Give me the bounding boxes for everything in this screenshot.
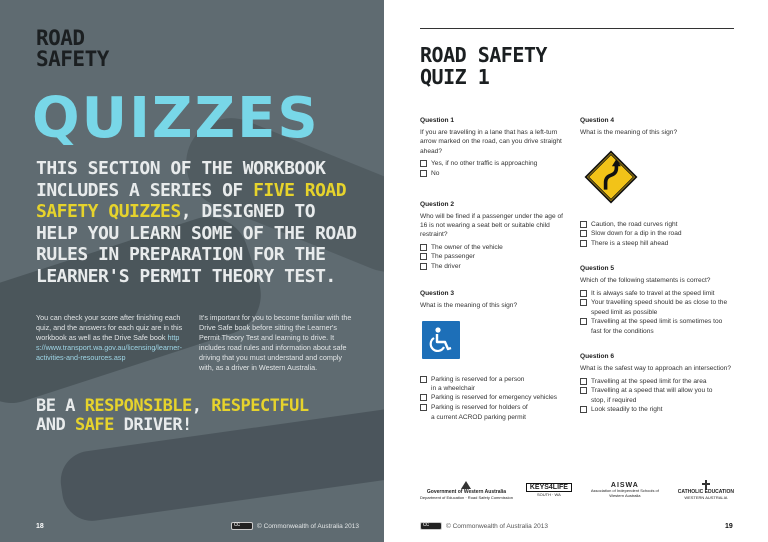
question-3	[420, 289, 570, 422]
question-5	[580, 264, 738, 336]
top-rule	[420, 28, 734, 29]
option-label: It is always safe to travel at the speed limit	[591, 289, 715, 297]
creative-commons-icon	[231, 522, 253, 530]
answer-option[interactable]	[580, 298, 738, 307]
checkbox[interactable]	[580, 406, 587, 413]
question-heading: Question 6	[580, 353, 615, 361]
logo-subtitle: Association of Independent Schools of Western Australia	[590, 487, 659, 498]
quiz-title-line: QUIZ 1	[420, 65, 490, 89]
checkbox[interactable]	[580, 299, 587, 306]
checkbox[interactable]	[420, 404, 427, 411]
slogan-highlight: SAFE	[74, 415, 114, 435]
checkbox[interactable]	[580, 318, 587, 325]
wa-government-logo	[420, 480, 513, 500]
answer-option[interactable]	[580, 289, 738, 298]
intro-text: , DESIGNED TO HELP YOU LEARN SOME OF THE ROAD RULES IN PREPARATION FOR THE LEARNER'S PERMIT THEORY TEST.	[36, 201, 357, 287]
question-text: What is the safest way to approach an intersection?	[580, 365, 732, 373]
checkbox[interactable]	[580, 387, 587, 394]
answer-option[interactable]	[420, 375, 570, 384]
aiswa-logo	[585, 483, 665, 498]
option-label-continued: in a wheelchair	[431, 385, 475, 393]
option-label: Look steadily to the right	[591, 406, 663, 414]
answer-option[interactable]	[420, 243, 570, 252]
catholic-education-logo	[678, 480, 734, 500]
intro-text: THIS SECTION OF THE WORKBOOK INCLUDES A SERIES OF	[36, 158, 326, 201]
option-label-continued: stop, if required	[591, 396, 637, 404]
option-label: Yes, if no other traffic is approaching	[431, 159, 538, 167]
checkbox[interactable]	[580, 378, 587, 385]
answer-option[interactable]	[580, 317, 738, 326]
closing-slogan	[36, 397, 366, 435]
option-label: Parking is reserved for holders of	[431, 404, 528, 412]
checkbox[interactable]	[420, 160, 427, 167]
question-2	[420, 200, 570, 271]
quiz-title	[420, 44, 580, 88]
answer-option[interactable]	[420, 159, 570, 168]
checkbox[interactable]	[420, 244, 427, 251]
answer-option[interactable]	[420, 393, 570, 402]
slogan-highlight: RESPONSIBLE	[84, 396, 192, 416]
questions-column-right	[580, 116, 738, 415]
question-text: Which of the following statements is correct?	[580, 277, 711, 285]
page-number-right: 19	[725, 523, 733, 530]
question-text: If you are travelling in a lane that has a left-turn arrow marked on the road, can you drive straight ahead?	[420, 129, 562, 155]
option-label-continued: fast for the conditions	[591, 327, 654, 335]
option-label: There is a steep hill ahead	[591, 240, 669, 248]
logo-name: AISWA	[610, 481, 639, 489]
left-title-line: ROAD	[36, 26, 85, 50]
copyright-right	[420, 522, 548, 530]
checkbox[interactable]	[420, 253, 427, 260]
option-label: The passenger	[431, 253, 475, 261]
keys4life-logo	[526, 483, 572, 497]
question-heading: Question 1	[420, 117, 455, 124]
slogan-highlight: RESPECTFUL	[211, 396, 309, 416]
answer-option[interactable]	[580, 239, 738, 248]
logo-name: CATHOLIC EDUCATION	[677, 489, 734, 495]
left-title	[36, 28, 156, 70]
option-label: Your travelling speed should be as close to the	[591, 299, 728, 307]
checkbox[interactable]	[420, 394, 427, 401]
logo-subtitle: WESTERN AUSTRALIA	[684, 495, 728, 500]
wheelchair-icon	[428, 326, 454, 354]
checkbox[interactable]	[580, 221, 587, 228]
checkbox[interactable]	[420, 263, 427, 270]
checkbox[interactable]	[420, 376, 427, 383]
creative-commons-icon	[420, 522, 442, 530]
info-column-2: It's important for you to become familiar with the Drive Safe book before sitting the Learner's Permit Theory Test and learning to drive. It includes road rules and information about safe driving that you must understand and comply with, as a driver in Western Australia.	[199, 313, 352, 372]
option-label: Caution, the road curves right	[591, 220, 678, 228]
copyright-text: © Commonwealth of Australia 2013	[446, 522, 548, 530]
slogan-text: AND	[36, 415, 75, 435]
info-column-1	[36, 313, 186, 363]
checkbox[interactable]	[420, 170, 427, 177]
answer-option[interactable]	[420, 403, 570, 412]
logo-name: Government of Western Australia	[426, 489, 507, 495]
option-label: Slow down for a dip in the road	[591, 230, 682, 238]
answer-option[interactable]	[580, 386, 738, 395]
option-label: The owner of the vehicle	[431, 243, 503, 251]
option-label: Parking is reserved for a person	[431, 375, 525, 383]
logo-name: KEYS4LIFE	[526, 483, 572, 492]
option-label: Travelling at the speed limit is sometimes too	[591, 318, 723, 326]
accessible-parking-sign-icon	[422, 321, 460, 359]
transport-link[interactable]: https://www.transport.wa.gov.au/licensing/learner-activities-and-resources.asp	[36, 333, 183, 362]
copyright-left	[231, 522, 359, 530]
question-text: Who will be fined if a passenger under the age of 16 is not wearing a seat belt or suitable child restraint?	[420, 212, 563, 239]
answer-option[interactable]	[420, 169, 570, 178]
info-text: You can check your score after finishing each quiz, and the answers for each quiz are in this workbook as well as the Drive Safe book	[36, 313, 183, 342]
quiz-title-line: ROAD SAFETY	[420, 43, 547, 67]
option-label: Parking is reserved for emergency vehicles	[431, 394, 558, 402]
option-label: The driver	[431, 262, 461, 270]
logo-subtitle: SOUTH · WA	[536, 492, 561, 497]
slogan-text: BE A	[36, 396, 85, 416]
slogan-text: DRIVER!	[113, 415, 192, 435]
question-1	[420, 116, 570, 178]
quizzes-heading: QUIZZES	[32, 86, 320, 151]
intro-highlight: FIVE ROAD SAFETY QUIZZES	[36, 179, 347, 222]
curve-warning-sign-icon	[584, 150, 638, 204]
answer-option[interactable]	[580, 405, 738, 414]
question-heading: Question 4	[580, 117, 615, 124]
slogan-text: ,	[191, 396, 212, 416]
answer-option[interactable]	[580, 220, 738, 229]
intro-paragraph	[36, 158, 366, 287]
logo-subtitle: Department of Education · Road Safety Commission	[420, 495, 513, 500]
option-label-continued: speed limit as possible	[591, 309, 658, 317]
copyright-text: © Commonwealth of Australia 2013	[257, 522, 359, 530]
questions-column-left	[420, 116, 570, 422]
answer-option[interactable]	[580, 377, 738, 386]
checkbox[interactable]	[580, 230, 587, 237]
option-label: Travelling at a speed that will allow you to	[591, 387, 713, 395]
page-number-left: 18	[36, 523, 44, 530]
checkbox[interactable]	[580, 290, 587, 297]
right-page	[384, 0, 768, 542]
option-label: No	[431, 169, 440, 177]
question-heading: Question 2	[420, 200, 455, 208]
option-label: Travelling at the speed limit for the area	[591, 377, 707, 385]
question-heading: Question 5	[580, 265, 615, 273]
answer-option[interactable]	[420, 252, 570, 261]
sponsor-logos	[420, 478, 734, 502]
answer-option[interactable]	[580, 229, 738, 238]
question-4	[580, 116, 738, 248]
question-heading: Question 3	[420, 290, 455, 298]
left-title-line: SAFETY	[36, 47, 109, 71]
question-text: What is the meaning of this sign?	[420, 302, 518, 310]
question-text: What is the meaning of this sign?	[580, 129, 678, 137]
option-label-continued: a current ACROD parking permit	[431, 413, 526, 421]
checkbox[interactable]	[580, 240, 587, 247]
question-6	[580, 352, 738, 414]
answer-option[interactable]	[420, 262, 570, 271]
